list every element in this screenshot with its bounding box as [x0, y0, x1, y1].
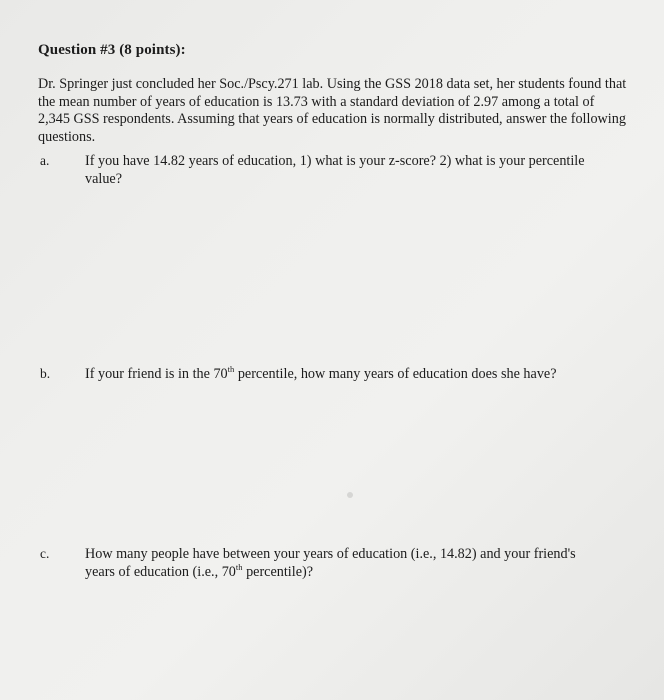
item-c-label: c.: [40, 546, 50, 561]
item-b-superscript: th: [227, 364, 235, 374]
item-c-text: [85, 546, 600, 581]
item-b-text-before: If your friend is in the 70: [85, 366, 228, 382]
paper-speck: [347, 492, 353, 498]
item-c-text-before: How many people have between your years of education (i.e., 14.82) and your friend's years of education (i.e., 70: [85, 546, 576, 580]
item-b-label: b.: [40, 366, 51, 381]
item-c-text-after: percentile)?: [242, 563, 314, 580]
item-b-text: [85, 366, 625, 384]
question-intro: Dr. Springer just concluded her Soc./Pscy.271 lab. Using the GSS 2018 data set, her students found that the mean number of years of education is 13.73 with a standard deviation of 2.97 among a total of 2,345 GSS respondents. Assuming that years of education is normally distributed, answer the following questions.: [38, 76, 627, 145]
item-b-text-after: percentile, how many years of education does she have?: [234, 366, 557, 382]
item-a-text: If you have 14.82 years of education, 1) what is your z-score? 2) what is your percentile value?: [85, 153, 585, 187]
item-c-superscript: th: [235, 561, 243, 572]
question-title: Question #3 (8 points):: [38, 42, 186, 58]
item-a-label: a.: [40, 153, 50, 168]
